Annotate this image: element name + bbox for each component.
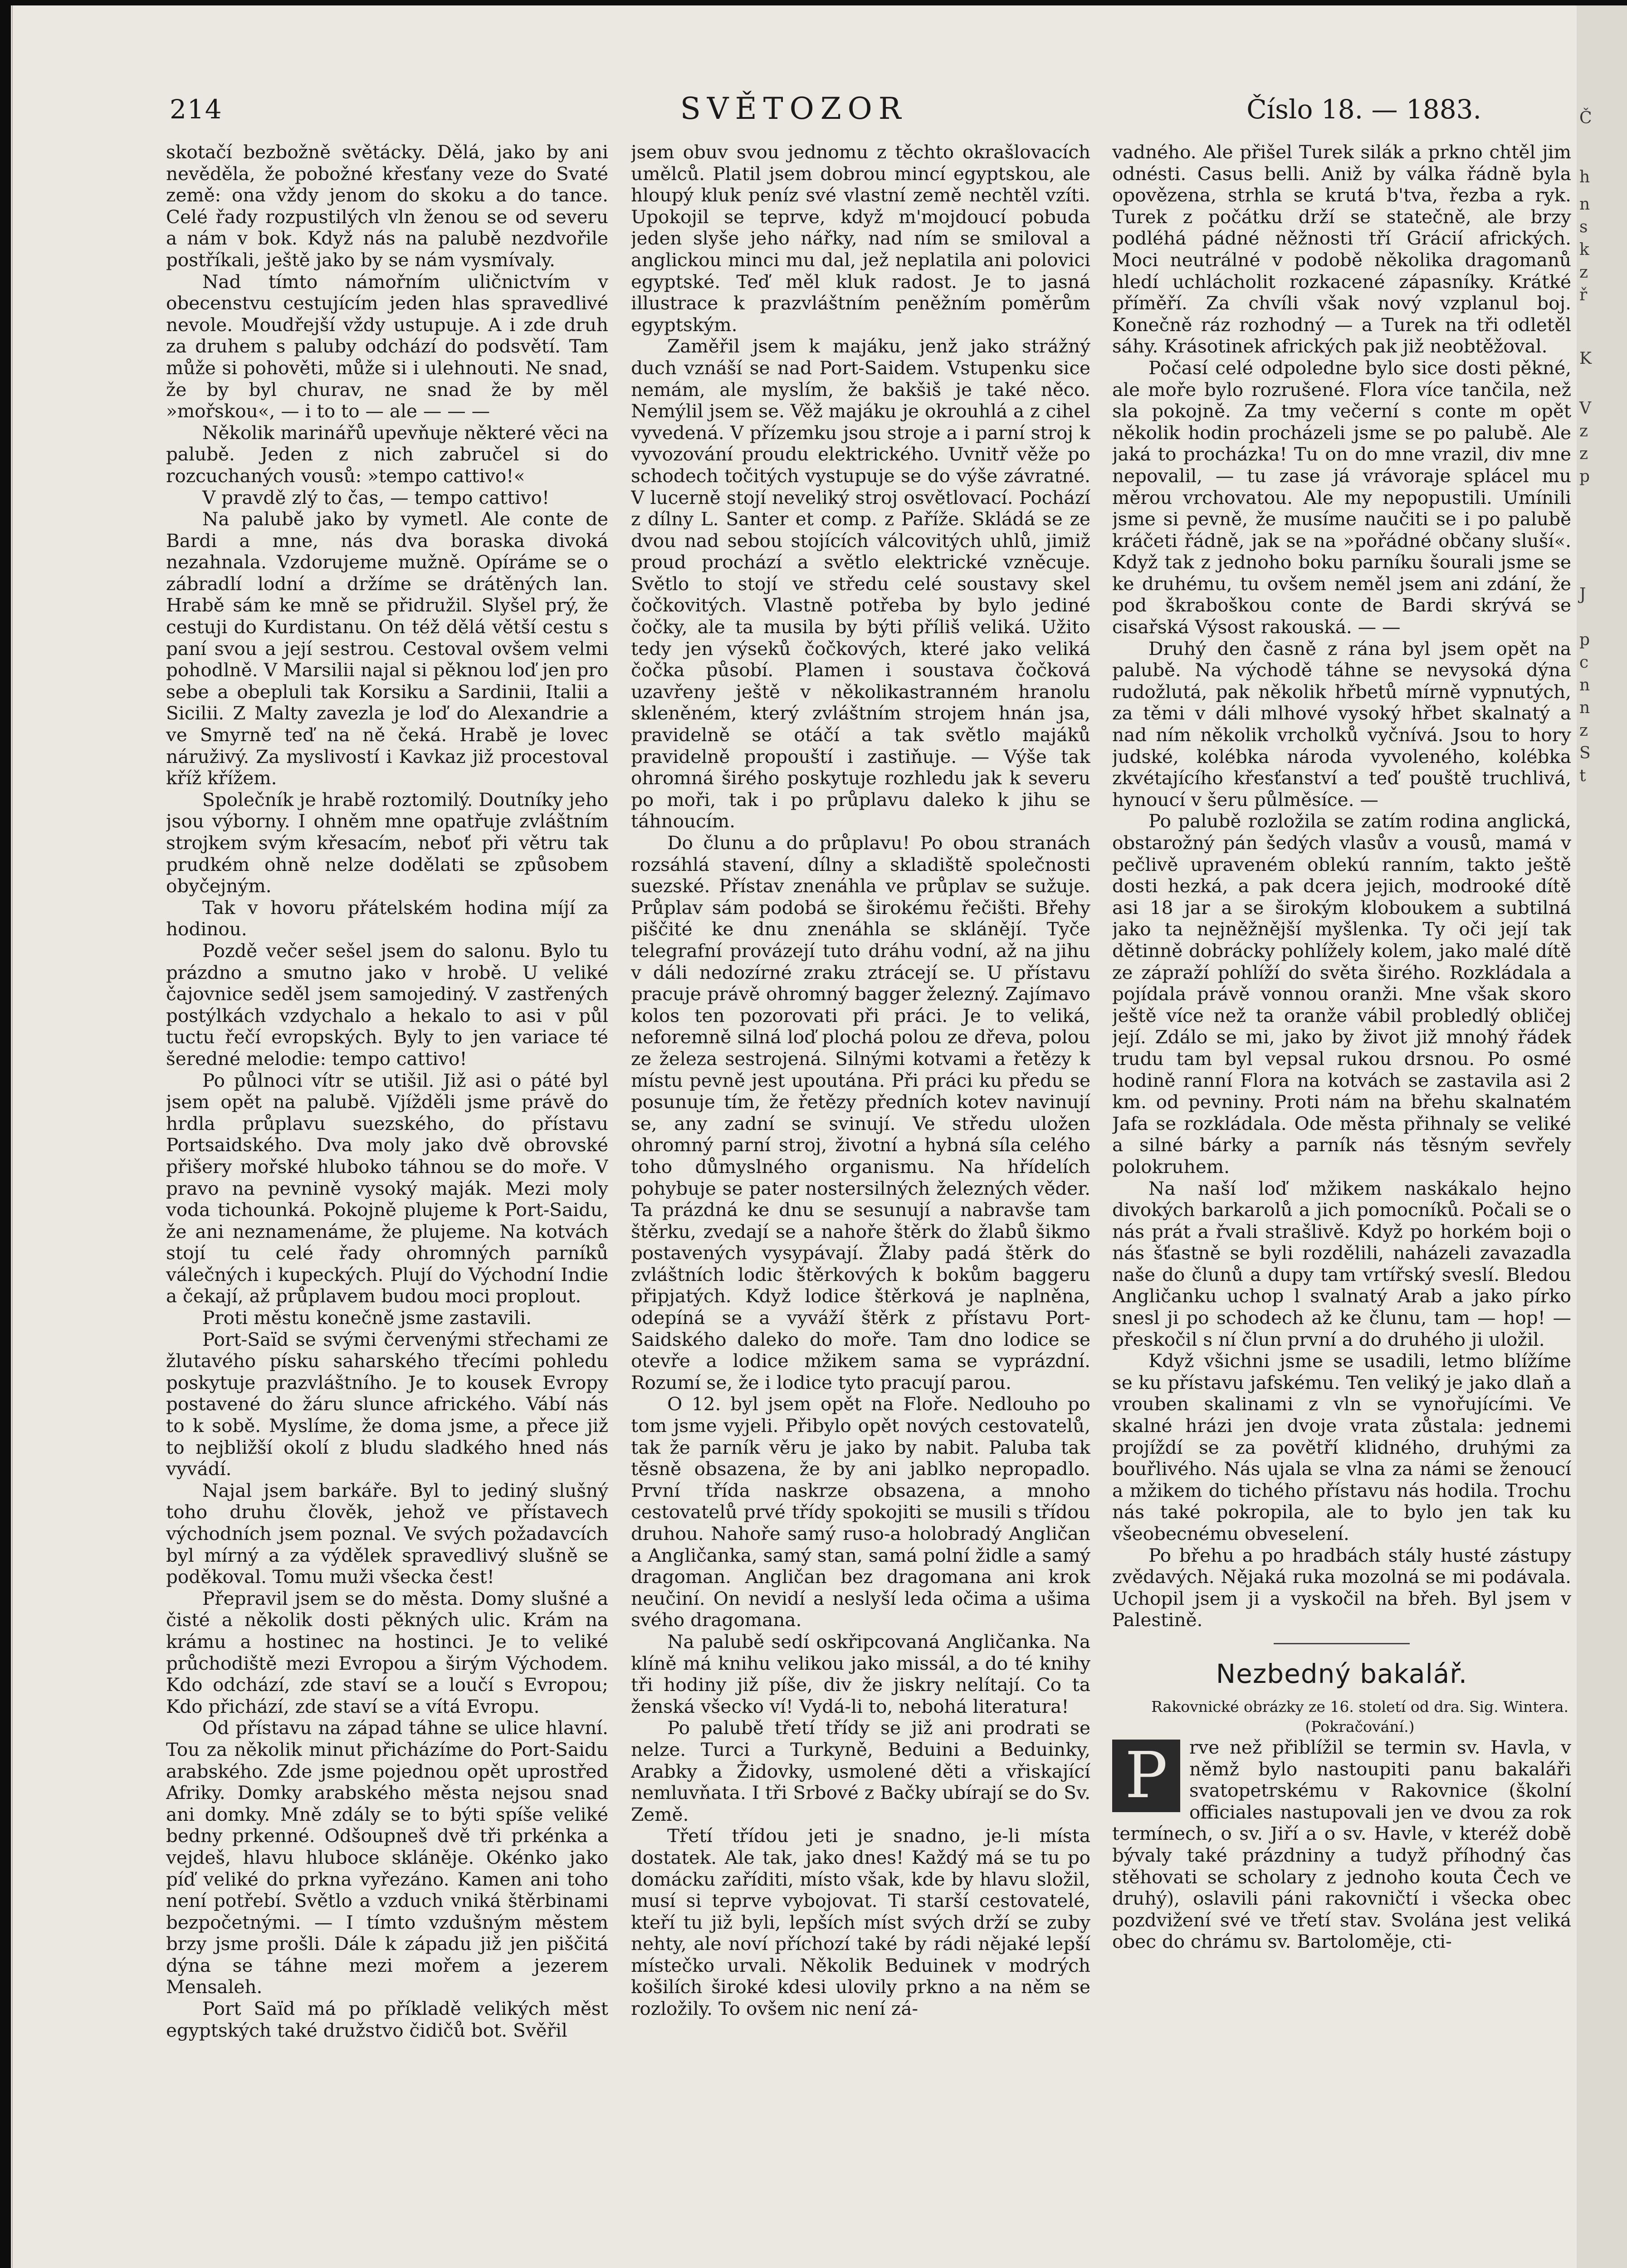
- strip-letter: h: [1579, 168, 1590, 186]
- strip-letter: K: [1579, 349, 1592, 368]
- page-number: 214: [170, 94, 223, 125]
- newspaper-page: [11, 5, 1577, 2268]
- paragraph: jsem obuv svou jednomu z těchto okrašlovacích umělců. Platil jsem dobrou mincí egyptskou, ale hloupý kluk peníz své vlastní země nechtěl vzíti. Upokojil se teprve, když m'mojdoucí pobuda jeden slyše jeho nářky, nad ním se smiloval a anglickou minci mu dal, jež neplatila ani polovici egyptské. Teď měl kluk radost. Je to jasná illustrace k prazvláštním peněžním poměrům egyptským.: [631, 142, 1090, 336]
- adjacent-page-edge: [1577, 5, 1627, 2268]
- paragraph: V pravdě zlý to čas, — tempo cattivo!: [202, 486, 550, 508]
- issue-number: Číslo 18. — 1883.: [1246, 94, 1481, 125]
- paragraph: Na palubě sedí oskřipcovaná Angličanka. Na klíně má knihu velikou jako missál, a do té knihy tři hodiny již píše, div že jiskry nelítají. Co ta ženská všecko ví! Vydá-li to, nebohá literatura!: [631, 1630, 1090, 1717]
- continuation-note: (Pokračování.): [1305, 1717, 1415, 1735]
- strip-letter: z: [1579, 422, 1588, 440]
- paragraph: Po palubě rozložila se zatím rodina anglická, obstarožný pán šedých vlasův a vousů, mamá v pečlivě upraveném oblekú ranním, takto ještě dosti hezká, a pak dcera jejich, modrooké dítě asi 18 jar a se širokým kloboukem a subtilná jako ta nejněžnější myšlenka. Ty oči její tak dětinně dobrácky pohlížely kolem, jako malé dítě ze zápraží pohlíží do světa širého. Rozkládala a pojídala právě vonnou oranži. Mne však skoro ještě více než ta oranže vábil probledlý obličej její. Zdálo se mi, jako by život již mnohý řádek trudu tam byl vepsal rukou drsnou. Po osmé hodině ranní Flora na kotvách se zastavila asi 2 km. od pevniny. Proti nám na břehu skalnatém Jafa se rozkládala. Ode města přihnaly se veliké a silné bárky a parník nás těsným sevřely polokruhem.: [1112, 810, 1571, 1178]
- page-header: [11, 91, 1577, 130]
- paragraph: Tak v hovoru přátelském hodina míjí za hodinou.: [166, 896, 608, 940]
- paragraph: skotačí bezbožně světácky. Dělá, jako by ani nevěděla, že pobožné křesťany veze do Svaté země: ona vždy jenom do skoku a do tance. Celé řady rozpustilých vln ženou se od severu a nám v bok. Když nás na palubě nezdvořile postříkali, ještě jako by se nám vysmívaly.: [166, 142, 608, 271]
- strip-letter: k: [1579, 240, 1589, 259]
- strip-letter: ř: [1579, 286, 1588, 304]
- article-separator: [1274, 1643, 1410, 1644]
- strip-letter: p: [1579, 467, 1590, 486]
- paragraph: Od přístavu na západ táhne se ulice hlavní. Tou za několik minut přicházíme do Port-Saidu arabského. Zde jsme pojednou opět uprostřed Afriky. Domky arabského města nejsou snad ani domky. Mně zdály se to býti spíše veliké bedny prkenné. Odšoupneš dvě tři prkénka a vejdeš, hlavu hluboce skláněje. Okénko jako píď veliké do prkna vyřezáno. Kamen ani toho není potřebí. Světlo a vzduch vniká štěrbinami bezpočetnými. — I tímto vzdušným městem brzy jsme prošli. Dále k západu již jen piščitá dýna se táhne mezi mořem a jezerem Mensaleh.: [166, 1717, 608, 1998]
- paragraph: Počasí celé odpoledne bylo sice dosti pěkné, ale moře bylo rozrušené. Flora více tančila, než sla pokojně. Za tmy večerní s conte m opět několik hodin procházeli jsme se po palubě. Ale jaká to procházka! Tu on do mne vrazil, div mne nepovalil, — tu zase já vrávoraje splácel mu měrou vrchovatou. Ale my nepopustili. Umínili jsme si pevně, že musíme naučiti se i po palubě kráčeti řádně, jak se na »pořádné občany sluší«. Když tak z jednoho boku parníku šourali jsme se ke druhému, tu ovšem neměl jsem ani zdání, že pod škraboškou conte de Bardi skrývá se cisařská Výsost rakouská. — —: [1112, 357, 1571, 638]
- paragraph: Druhý den časně z rána byl jsem opět na palubě. Na východě táhne se nevysoká dýna rudožlutá, pak několik hřbetů mírně vypnutých, za těmi v dáli mlhové vysoký hřbet skalnatý a nad ním několik vrcholků vyčnívá. Jsou to hory judské, kolébka národa vyvoleného, kolébka zkvétajícího křesťanství a teď pouště truchlivá, hynoucí v šeru půlměsíce. —: [1112, 637, 1571, 811]
- paragraph: Port Saïd má po příkladě velikých měst egyptských také družstvo čidičů bot. Svěřil: [166, 1998, 608, 2041]
- column-1: [166, 142, 608, 2151]
- strip-letter: z: [1579, 721, 1588, 740]
- paragraph: Několik marinářů upevňuje některé věci na palubě. Jeden z nich zabručel si do rozcuchaných vousů: »tempo cattivo!«: [166, 421, 608, 487]
- strip-letter: Č: [1579, 109, 1592, 127]
- paragraph: Zaměřil jsem k majáku, jenž jako strážný duch vznáší se nad Port-Saidem. Vstupenku sice nemám, ale myslím, že bakšiš je také něco. Nemýlil jsem se. Věž majáku je okrouhlá a z cihel vyvedená. V přízemku jsou stroje a i parní stroj k vyvozování proudu elektrického. Uvnitř věže po schodech točitých vystupuje se do výše závratné. V lucerně stojí neveliký stroj osvětlovací. Pochází z dílny L. Santer et comp. z Paříže. Skládá se ze dvou nad sebou stojících válcovitých uhlů, jimiž proud prochází a světlo elektrické vzněcuje. Světlo to stojí ve středu celé soustavy skel čočkovitých. Vlastně potřeba by bylo jediné čočky, ale ta musila by býti příliš veliká. Užito tedy jen výseků čočkových, které jako veliká čočka působí. Plamen i soustava čočková uzavřeny ještě v několikastranném hranolu skleněném, který zvláštním strojem hnán jsa, pravidelně se otáčí a tak světlo majáků pravidelně propouští i zastiňuje. — Výše tak ohromná širého poskytuje rozhledu jak k severu po moři, tak i po průplavu daleko k jihu se táhnoucím.: [631, 335, 1090, 832]
- paragraph: Společník je hrabě roztomilý. Doutníky jeho jsou výborny. I ohněm mne opatřuje zvláštním strojkem svým křesacím, neboť při větru tak prudkém ohně nelze dodělati se způsobem obyčejným.: [166, 788, 608, 897]
- strip-letter: n: [1579, 676, 1590, 694]
- strip-letter: p: [1579, 631, 1590, 649]
- paragraph: Přepravil jsem se do města. Domy slušné a čisté a několik dosti pěkných ulic. Krám na krámu a hostinec na hostinci. Je to veliké průchodiště mezi Evropou a širým Východem. Kdo odchází, zde staví se a loučí s Evropou; Kdo přichází, zde staví se a vítá Evropu.: [166, 1587, 608, 1717]
- paragraph: Do člunu a do průplavu! Po obou stranách rozsáhlá stavení, dílny a skladiště společnosti suezské. Přístav znenáhla ve průplav se sužuje. Průplav sám podobá se širokému řečišti. Břehy piščité ke dnu znenáhla se sklánějí. Tyče telegrafní provázejí tuto dráhu vodní, až na jihu v dáli nedozírné zraku ztrácejí se. U přístavu pracuje právě ohromný bagger železný. Zajímavo kolos ten pozorovati při práci. Je to veliká, neforemně silná loď plochá polou ze dřeva, polou ze železa sestrojená. Silnými kotvami a řetězy k místu pevně jest upoutána. Při práci ku předu se posunuje tím, že řetězy předních kotev navinují se, any zadní se svinují. Ve středu uložen ohromný parní stroj, životní a hybná síla celého toho důmyslného organismu. Na hřídelích pohybuje se pater nostersilných železných věder. Ta prázdná ke dnu se sesunují a nabravše tam štěrku, zvedají se a nahoře štěrk do žlabů šikmo postavených vysypávají. Žlaby padá štěrk do zvláštních lodic štěrkových k bokům baggeru připjatých. Když lodice štěrková je naplněna, odepíná se a vyváží štěrk z přístavu Port-Saidského daleko do moře. Tam dno lodice se otevře a lodice mžikem sama se vyprázdní. Rozumí se, že i lodice tyto pracují parou.: [631, 832, 1090, 1393]
- column-3: [1112, 142, 1571, 2151]
- paragraph: Třetí třídou jeti je snadno, je-li místa dostatek. Ale tak, jako dnes! Každý má se tu po domácku zaříditi, místo však, kde by hlavu složil, musí si teprve vybojovat. Ti starší cestovatelé, kteří tu již byli, lepších míst svých drží se zuby nehty, ale noví příchozí také by rádi nějaké lepší místečko urvali. Několik Beduinek v modrých košilích široké kdesi ulovily prkno a na něm se rozložily. To ovšem nic není zá-: [631, 1825, 1090, 2020]
- paragraph: Po palubě třetí třídy se již ani prodrati se nelze. Turci a Turkyně, Beduini a Beduinky, Arabky a Židovky, usmolené děti a vřiskající nemluvňata. I tři Srbové z Bačky ubírají se do Sv. Země.: [631, 1717, 1090, 1825]
- paragraph: Na naší loď mžikem naskákalo hejno divokých barkarolů a jich pomocníků. Počali se o nás prát a řvali strašlivě. Když po horkém boji o nás šťastně se byli rozdělili, naházeli zavazadla naše do člunů a dupy tam vrtířský sveslí. Bledou Angličanku uchop l svalnatý Arab a jako pírko snesl ji po schodech až ke člunu, tam — hop! — přeskočil s ní člun první a do druhého ji uložil.: [1112, 1177, 1571, 1350]
- strip-letter: J: [1579, 585, 1586, 604]
- strip-letter: n: [1579, 699, 1590, 717]
- paragraph: O 12. byl jsem opět na Floře. Nedlouho po tom jsme vyjeli. Přibylo opět nových cestovatelů, tak že parník věru je jako by nabit. Paluba tak těsně obsazena, že by ani jablko nepropadlo. První třída naskrze obsazena, a mnoho cestovatelů prvé třídy spokojiti se musili s třídou druhou. Nahoře samý ruso-a holobradý Angličan a Angličanka, samý stan, samá polní židle a samý dragoman. Angličan bez dragomana ani krok neučiní. On nevidí a neslyší leda očima a ušima svého dragomana.: [631, 1393, 1090, 1631]
- paragraph: Po půlnoci vítr se utišil. Již asi o páté byl jsem opět na palubě. Vjížděli jsme právě do hrdla průplavu suezského, do přístavu Portsaidského. Dva moly jako dvě obrovské přišery mořské hluboko táhnou se do moře. V pravo na pevnině vysoký maják. Mezi moly voda tichounká. Pokojně plujeme k Port-Saidu, že ani neznamenáme, že plujeme. Na kotvách stojí tu celé řady ohromných parníků válečných i kupeckých. Plují do Východní Indie a čekají, až průplavem budou moci proplout.: [166, 1069, 608, 1307]
- strip-letter: S: [1579, 744, 1591, 763]
- strip-letter: z: [1579, 445, 1588, 463]
- strip-letter: s: [1579, 218, 1588, 236]
- paragraph: rve než přiblížil se termin sv. Havla, v němž bylo nastoupiti panu bakaláři svatopetrskému v Rakovnice (školní officiales nastupovali jen ve dvou za rok termínech, o sv. Jiří a o sv. Havle, v kteréž době bývaly také prázdniny a tudyž příhodný čas stěhovati se scholary z jednoho kouta Čech ve druhý), oslavili páni rakovničtí i všecka obec pozdvižení své ve třetí stav. Svolána jest veliká obec do chrámu sv. Bartoloměje, cti-: [1112, 1736, 1571, 1953]
- magazine-title: SVĚTOZOR: [680, 91, 908, 126]
- paragraph: Když všichni jsme se usadili, letmo blížíme se ku přístavu jafskému. Ten veliký je jako dlaň a vrouben skalinami z vln se vynořujícími. Ve skalné hrázi jen dvoje vrata zůstala: jednemi projíždí se za povětří klidného, druhými za bouřlivého. Nás ujala se vlna za námi se ženoucí a mžikem do tichého přístavu nás hodila. Trochu nás také pokropila, ale to bylo jen tak ku všeobecnému obveselení.: [1112, 1350, 1571, 1545]
- column-2: [631, 142, 1090, 2151]
- strip-letter: t: [1579, 767, 1586, 785]
- strip-letter: n: [1579, 195, 1590, 214]
- article-body: [1112, 1737, 1571, 1953]
- paragraph: Proti městu konečně jsme zastavili.: [202, 1307, 532, 1329]
- article-subtitle: Rakovnické obrázky ze 16. století od dra. Sig. Wintera.: [1151, 1697, 1569, 1716]
- article-title: Nezbedný bakalář.: [1216, 1658, 1468, 1689]
- strip-letter: V: [1579, 399, 1591, 418]
- paragraph: Po břehu a po hradbách stály husté zástupy zvědavých. Nějaká ruka mozolná se mi podávala. Uchopil jsem ji a vyskočil na břeh. Byl jsem v Palestině.: [1112, 1544, 1571, 1631]
- paragraph: vadného. Ale přišel Turek silák a prkno chtěl jim odnésti. Casus belli. Aniž by válka řádně byla opovězena, strhla se krutá b'tva, řezba a ryk. Turek z počátku drží se statečně, ale brzy podléhá pádné něžnosti tří Grácií afrických. Moci neutrálné v podobě několika dragomanů hledí uchlácholit rozkacené zápasníky. Krátké příměří. Za chvíli však nový vzplanul boj. Konečně ráz rozhodný — a Turek na tři odletěl sáhy. Krásotinek afrických pak již neobtěžoval.: [1112, 142, 1571, 357]
- strip-letter: z: [1579, 263, 1588, 282]
- paragraph: Pozdě večer sešel jsem do salonu. Bylo tu prázdno a smutno jako v hrobě. U veliké čajovnice seděl jsem samojediný. V zastřených postýlkách vzdychalo a hekalo to asi v půl tuctu řečí evropských. Byly to jen variace té šeredné melodie: tempo cattivo!: [166, 939, 608, 1070]
- paragraph: Najal jsem barkáře. Byl to jediný slušný toho druhu člověk, jehož ve přístavech východních jsem poznal. Ve svých požadavcích byl mírný a za výdělek spravedlivý slušně se poděkoval. Tomu muži všecka čest!: [166, 1479, 608, 1588]
- paragraph: Nad tímto námořním uličnictvím v obecenstvu cestujícím jeden hlas spravedlivé nevole. Moudřejší vždy ustupuje. A i zde druh za druhem s paluby odchází do podsvětí. Tam může si pohověti, může si i ulehnouti. Ne snad, že by byl churav, ne snad že by měl »mořskou«, — i to to — ale — — —: [166, 270, 608, 422]
- paragraph: Port-Saïd se svými červenými střechami ze žlutavého písku saharského třecími pohledu poskytuje prazvláštního. Je to kousek Evropy postavené do žáru slunce afrického. Vábí nás to k sobě. Myslíme, že doma jsme, a přece již to nejbližší okolí z bludu sladkého hned nás vyvádí.: [166, 1328, 608, 1480]
- page-edge: [12, 5, 13, 2268]
- drop-cap-initial: P: [1112, 1740, 1180, 1812]
- paragraph: Na palubě jako by vymetl. Ale conte de Bardi a mne, nás dva boraska divoká nezahnala. Vzdorujeme mužně. Opíráme se o zábradlí lodní a držíme se drátěných lan. Hrabě sám ke mně se přidružil. Slyšel prý, že cestuji do Kurdistanu. On též dělá větší cestu s paní svou a její sestrou. Cestoval ovšem velmi pohodlně. V Marsilii najal si pěknou loď jen pro sebe a obepluli tak Korsiku a Sardinii, Italii a Sicilii. Z Malty zavezla je loď do Alexandrie a ve Smyrně teď na ně čeká. Hrabě je lovec náruživý. Za myslivostí i Kavkaz již procestoval kříž křížem.: [166, 508, 608, 789]
- strip-letter: c: [1579, 653, 1589, 672]
